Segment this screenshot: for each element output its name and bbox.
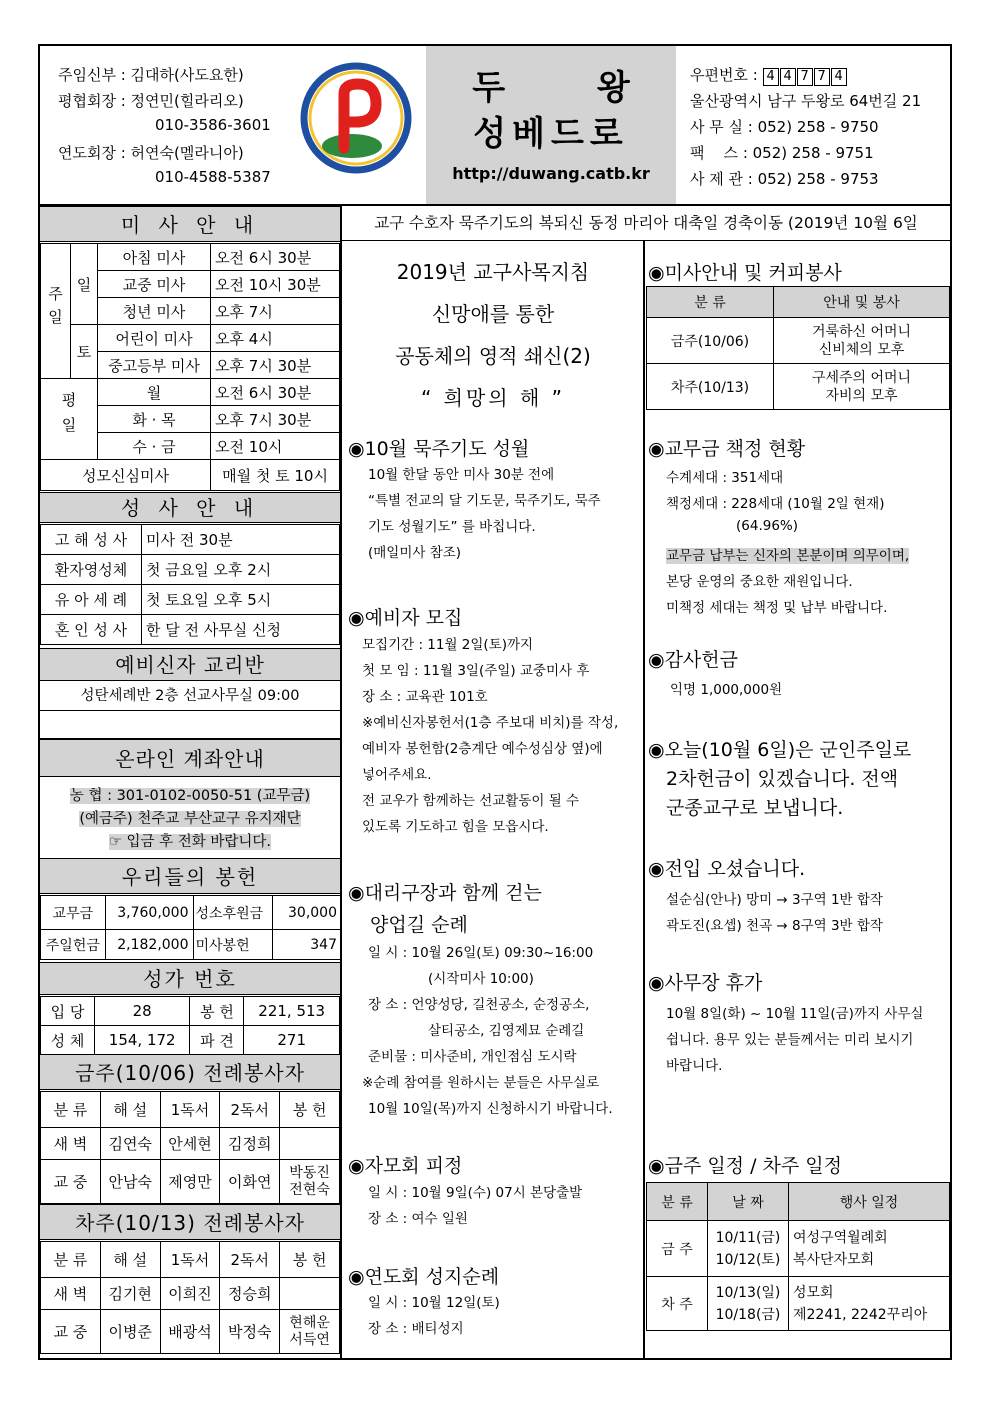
offering-label: 주일헌금 [41, 930, 106, 960]
servers-head: 봉 헌 [280, 1242, 340, 1278]
heart-mass-time: 매월 첫 토 10시 [211, 460, 340, 491]
guide-heading: ◉미사안내 및 커피봉사 [648, 262, 842, 284]
guide-line: 거룩하신 어머니 [811, 323, 912, 340]
mass-time: 오후 7시 30분 [211, 352, 340, 379]
offering-amount: 347 [273, 930, 342, 960]
sacrament-value: 한 달 전 사무실 신청 [142, 615, 340, 645]
yeondo-heading: ◉연도회 성지순례 [348, 1266, 500, 1288]
yeondo-text [368, 1290, 500, 1342]
recruit-heading: ◉예비자 모집 [348, 607, 463, 629]
office-phone: 사 무 실 : 052) 258 - 9750 [690, 118, 879, 136]
offering-table [40, 895, 342, 960]
catechumen-text: 성탄세례반 2층 선교사무실 09:00 [40, 682, 340, 711]
servers-cell: 박정숙 [220, 1310, 280, 1354]
mass-time: 오후 7시 30분 [211, 406, 340, 433]
servers-head: 봉 헌 [280, 1092, 340, 1128]
pastoral-line-1: 신망애를 통한 [431, 302, 555, 326]
hymn-number: 154, 172 [94, 1026, 190, 1055]
schedule-head: 행사 일정 [789, 1183, 950, 1221]
account-box [40, 778, 340, 858]
thanks-text: 익명 1,000,000원 [670, 682, 783, 698]
schedule-date: 10/18(금) [715, 1306, 781, 1323]
sunday-label-text: 주일 [46, 286, 64, 332]
yeondo-line: 일 시 : 10월 12일(토) [368, 1295, 500, 1311]
masthead [426, 46, 676, 206]
hymn-label: 입 당 [41, 997, 95, 1026]
pastor-line: 주임신부 : 김대하(사도요한) [58, 66, 244, 84]
schedule-date: 10/11(금) [715, 1229, 781, 1246]
vacation-line: 쉽니다. 용무 있는 분들께서는 미리 보시기 [666, 1032, 914, 1048]
servers-this-title: 금주(10/06) 전례봉사자 [40, 1054, 340, 1090]
parish-url[interactable]: http://duwang.catb.kr [452, 164, 650, 183]
servers-cell: 안남숙 [100, 1160, 160, 1204]
heart-mass-name: 성모신심미사 [41, 460, 211, 491]
servers-cell: 교 중 [41, 1160, 101, 1204]
schedule-heading: ◉금주 일정 / 차주 일정 [648, 1155, 842, 1177]
pastoral-line-2: 공동체의 영적 쇄신(2) [395, 344, 591, 368]
servers-head: 분 류 [41, 1092, 101, 1128]
zip-digit: 4 [831, 68, 847, 86]
sacrament-name: 고 해 성 사 [41, 525, 142, 555]
rosary-line: “특별 전교의 달 기도문, 묵주기도, 묵주 [368, 493, 601, 509]
sun-label: 일 [71, 244, 98, 325]
servers-head: 분 류 [41, 1242, 101, 1278]
schedule-event: 성모회 [793, 1284, 834, 1301]
sacrament-title: 성 사 안 내 [40, 492, 340, 523]
hymn-table [40, 996, 340, 1055]
tithe-line: (64.96%) [736, 518, 799, 534]
guide-head: 안내 및 봉사 [774, 287, 950, 318]
servers-cell: 교 중 [41, 1310, 101, 1354]
pilgrim-text [362, 940, 613, 1122]
council-line: 평협회장 : 정연민(힐라리오) [58, 92, 244, 110]
servers-cell: 안세현 [160, 1128, 220, 1160]
sat-label: 토 [71, 325, 98, 379]
guide-cell [774, 318, 950, 364]
mass-name: 어린이 미사 [98, 325, 211, 352]
hymn-label: 파 견 [190, 1026, 244, 1055]
mass-time: 오전 6시 30분 [211, 379, 340, 406]
banner: 교구 수호자 묵주기도의 복되신 동정 마리아 대축일 경축이동 (2019년 10월 6일 [374, 214, 918, 232]
offering-amount: 3,760,000 [105, 896, 193, 930]
mass-time: 오전 10시 30분 [211, 271, 340, 298]
account-title: 온라인 계좌안내 [40, 739, 340, 777]
schedule-week: 금 주 [647, 1221, 708, 1277]
weekday-label-text: 평일 [59, 392, 78, 442]
yeondo-phone: 010-4588-5387 [155, 168, 271, 186]
servers-this-table [40, 1091, 340, 1204]
tithe-highlight: 교무금 납부는 신자의 본분이며 의무이며, [666, 548, 910, 564]
rosary-line: 10월 한달 동안 미사 30분 전에 [368, 467, 555, 483]
tithe-heading: ◉교무금 책정 현황 [648, 438, 806, 460]
schedule-date: 10/13(일) [715, 1284, 781, 1301]
recruit-line: 장 소 : 교육관 101호 [362, 689, 488, 705]
mass-time: 오후 7시 [211, 298, 340, 325]
pilgrim-line: 10월 10일(목)까지 신청하시기 바랍니다. [368, 1101, 613, 1117]
sacrament-value: 미사 전 30분 [142, 525, 340, 555]
pilgrim-line: 살티공소, 김영제묘 순례길 [428, 1023, 585, 1039]
servers-head: 1독서 [160, 1092, 220, 1128]
military-line-3: 군종교구로 보냅니다. [666, 797, 844, 819]
vacation-line: 바랍니다. [666, 1058, 723, 1074]
schedule-date: 10/12(토) [715, 1251, 781, 1268]
schedule-table [646, 1182, 950, 1331]
servers-cell: 김정희 [220, 1128, 280, 1160]
catechumen-title: 예비신자 교리반 [40, 648, 340, 681]
masthead-title-2: 성베드로 [473, 114, 629, 154]
hymn-label: 성 체 [41, 1026, 95, 1055]
servers-cell: 현해운 서득연 [280, 1310, 340, 1354]
rosary-line: (매일미사 참조) [368, 545, 462, 561]
mass-name: 교중 미사 [98, 271, 211, 298]
servers-cell: 이병준 [100, 1310, 160, 1354]
mothers-heading: ◉자모회 피정 [348, 1155, 463, 1177]
servers-cell: 제영만 [160, 1160, 220, 1204]
zip-digit: 4 [763, 68, 779, 86]
mass-name: 월 [98, 379, 211, 406]
servers-cell: 정승희 [220, 1278, 280, 1310]
account-line-2: (예금주) 천주교 부산교구 유지재단 [79, 811, 301, 827]
offering-title: 우리들의 봉헌 [40, 858, 340, 894]
pilgrim-heading-1: ◉대리구장과 함께 걷는 [348, 882, 542, 904]
recruit-line: 모집기간 : 11월 2일(토)까지 [362, 637, 534, 653]
pilgrim-heading-2: 양업길 순례 [370, 914, 468, 936]
mass-time: 오전 10시 [211, 433, 340, 460]
recruit-line: 있도록 기도하고 힘을 모읍시다. [362, 819, 549, 835]
servers-next-title: 차주(10/13) 전례봉사자 [40, 1204, 340, 1240]
pilgrim-line: 준비물 : 미사준비, 개인점심 도시락 [368, 1049, 577, 1065]
recruit-text [362, 632, 618, 840]
tithe-line: 수계세대 : 351세대 [666, 470, 784, 486]
move-line: 곽도진(요셉) 천곡 → 8구역 3반 합작 [666, 918, 883, 934]
offering-amount: 30,000 [273, 896, 342, 930]
sacrament-value: 첫 토요일 오후 5시 [142, 585, 340, 615]
military-line-2: 2차헌금이 있겠습니다. 전액 [666, 768, 899, 790]
servers-cell: 김기현 [100, 1278, 160, 1310]
offering-label: 성소후원금 [193, 896, 273, 930]
schedule-event: 여성구역월례회 [793, 1229, 888, 1246]
masthead-title-1: 두 왕 [472, 68, 670, 108]
servers-next-table [40, 1241, 340, 1354]
servers-cell: 박동진 전현숙 [280, 1160, 340, 1204]
schedule-dates [708, 1221, 789, 1277]
schedule-head: 날 짜 [708, 1183, 789, 1221]
schedule-event: 제2241, 2242꾸리아 [793, 1306, 928, 1323]
servers-cell: 새 벽 [41, 1278, 101, 1310]
hymn-label: 봉 헌 [190, 997, 244, 1026]
tithe-line: 본당 운영의 중요한 재원입니다. [666, 574, 853, 590]
pastoral-line-3: “ 희망의 해 ” [420, 386, 566, 410]
pastoral-title: 2019년 교구사목지침 [396, 260, 590, 284]
guide-head: 분 류 [647, 287, 774, 318]
hymn-number: 221, 513 [244, 997, 340, 1026]
sacrament-name: 유 아 세 례 [41, 585, 142, 615]
servers-cell: 김연숙 [100, 1128, 160, 1160]
mothers-line: 일 시 : 10월 9일(수) 07시 본당출발 [368, 1185, 583, 1201]
guide-line: 신비체의 모후 [818, 341, 905, 358]
servers-head: 2독서 [220, 1092, 280, 1128]
vacation-line: 10월 8일(화) ~ 10월 11일(금)까지 사무실 [666, 1006, 924, 1022]
zip-line [690, 64, 848, 86]
schedule-head: 분 류 [647, 1183, 708, 1221]
move-line: 설순심(안나) 망미 → 3구역 1반 합작 [666, 892, 883, 908]
mass-name: 화 · 목 [98, 406, 211, 433]
account-line-3: ☞ 입금 후 전화 바랍니다. [108, 834, 272, 850]
servers-cell [280, 1278, 340, 1310]
tithe-line: 책정세대 : 228세대 (10월 2일 현재) [666, 496, 885, 512]
sacrament-name: 환자영성체 [41, 555, 142, 585]
hymn-title: 성가 번호 [40, 962, 340, 995]
fax-phone: 팩 스 : 052) 258 - 9751 [690, 144, 874, 162]
recruit-line: ※예비신자봉헌서(1층 주보대 비치)를 작성, [362, 715, 619, 731]
rectory-phone: 사 제 관 : 052) 258 - 9753 [690, 170, 879, 188]
mothers-line: 장 소 : 여수 일원 [368, 1211, 468, 1227]
weekday-label [41, 379, 98, 460]
council-phone: 010-3586-3601 [155, 116, 271, 134]
military-line-1: ◉오늘(10월 6일)은 군인주일로 [648, 739, 912, 761]
rosary-heading: ◉10월 묵주기도 성월 [348, 438, 530, 460]
mass-name: 아침 미사 [98, 244, 211, 271]
mass-name: 중고등부 미사 [98, 352, 211, 379]
recruit-line: 예비자 봉헌함(2층계단 예수성심상 옆)에 [362, 741, 603, 757]
mothers-text [368, 1180, 582, 1232]
guide-week: 차주(10/13) [647, 364, 774, 410]
mass-title: 미 사 안 내 [40, 206, 340, 242]
schedule-event: 복사단자모회 [793, 1251, 875, 1268]
offering-amount: 2,182,000 [105, 930, 193, 960]
pilgrim-line: 일 시 : 10월 26일(토) 09:30~16:00 [368, 945, 594, 961]
sacrament-name: 혼 인 성 사 [41, 615, 142, 645]
mass-name: 청년 미사 [98, 298, 211, 325]
recruit-line: 전 교우가 함께하는 선교활동이 될 수 [362, 793, 580, 809]
recruit-line: 첫 모 임 : 11월 3일(주일) 교중미사 후 [362, 663, 590, 679]
pilgrim-line: 장 소 : 언양성당, 길천공소, 순정공소, [368, 997, 590, 1013]
guide-week: 금주(10/06) [647, 318, 774, 364]
yeondo-line: 연도회장 : 허연숙(멜라니아) [58, 144, 244, 162]
servers-cell: 이희진 [160, 1278, 220, 1310]
zip-digit: 7 [797, 68, 813, 86]
guide-line: 자비의 모후 [825, 387, 898, 404]
offering-label: 교무금 [41, 896, 106, 930]
schedule-week: 차 주 [647, 1277, 708, 1331]
offering-label: 미사봉헌 [193, 930, 273, 960]
servers-head: 2독서 [220, 1242, 280, 1278]
guide-cell [774, 364, 950, 410]
guide-table [646, 286, 950, 410]
servers-head: 1독서 [160, 1242, 220, 1278]
account-line-1: 농 협 : 301-0102-0050-51 (교무금) [69, 788, 311, 804]
pilgrim-line: (시작미사 10:00) [428, 971, 534, 987]
pilgrim-line: ※순례 참여를 원하시는 분들은 사무실로 [362, 1075, 600, 1091]
sunday-label [41, 244, 71, 379]
servers-cell: 이화연 [220, 1160, 280, 1204]
parish-logo-icon [300, 62, 412, 174]
zip-digit: 7 [814, 68, 830, 86]
mass-table [40, 243, 340, 491]
sacrament-table [40, 524, 340, 645]
hymn-number: 271 [244, 1026, 340, 1055]
servers-head: 해 설 [100, 1242, 160, 1278]
schedule-events [789, 1221, 950, 1277]
mass-name: 수 · 금 [98, 433, 211, 460]
move-heading: ◉전입 오셨습니다. [648, 858, 806, 880]
recruit-line: 넣어주세요. [362, 767, 432, 783]
tithe-line: 미책정 세대는 책정 및 납부 바랍니다. [666, 600, 888, 616]
thanks-heading: ◉감사헌금 [648, 649, 738, 671]
servers-cell: 배광석 [160, 1310, 220, 1354]
servers-cell: 새 벽 [41, 1128, 101, 1160]
rosary-text [368, 462, 601, 566]
rosary-line: 기도 성월기도” 를 바칩니다. [368, 519, 536, 535]
servers-cell [280, 1128, 340, 1160]
schedule-dates [708, 1277, 789, 1331]
vacation-heading: ◉사무장 휴가 [648, 972, 763, 994]
sacrament-value: 첫 금요일 오후 2시 [142, 555, 340, 585]
address: 울산광역시 남구 두왕로 64번길 21 [690, 92, 922, 110]
servers-head: 해 설 [100, 1092, 160, 1128]
hymn-number: 28 [94, 997, 190, 1026]
mass-time: 오전 6시 30분 [211, 244, 340, 271]
guide-line: 구세주의 어머니 [811, 369, 912, 386]
schedule-events [789, 1277, 950, 1331]
yeondo-line: 장 소 : 배티성지 [368, 1321, 464, 1337]
mass-time: 오후 4시 [211, 325, 340, 352]
zip-label: 우편번호 : [690, 66, 758, 84]
zip-digit: 4 [780, 68, 796, 86]
